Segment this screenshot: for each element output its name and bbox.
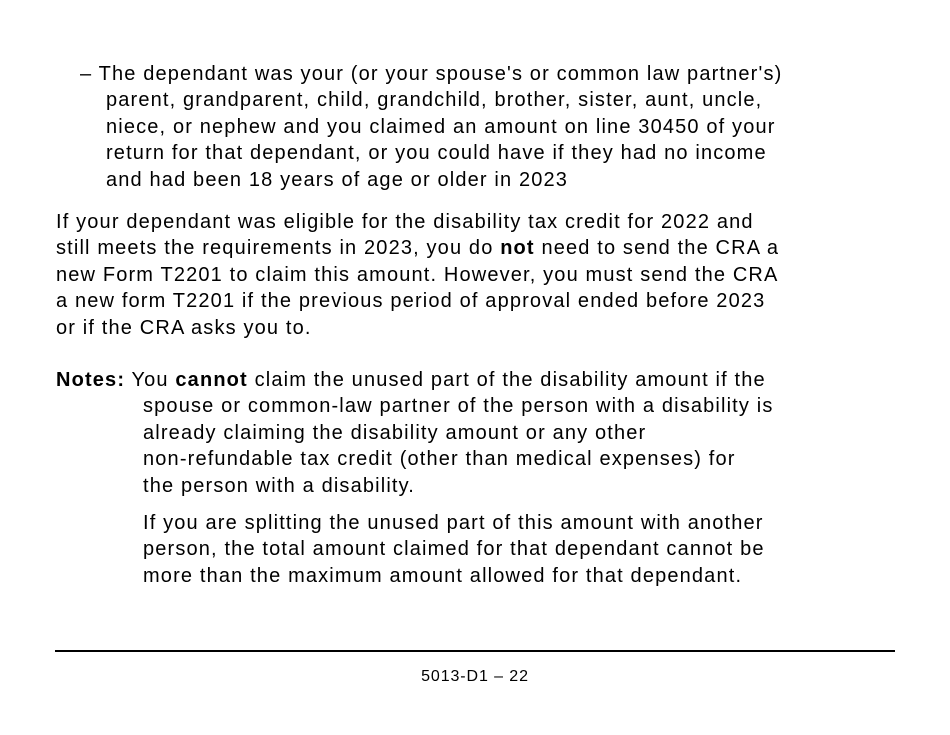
- notes-line: non-refundable tax credit (other than medical expenses) for: [143, 448, 736, 471]
- notes-text: You: [125, 369, 176, 391]
- notes-block: [56, 367, 774, 499]
- notes-first-line: [56, 367, 774, 393]
- notes-label: Notes:: [56, 369, 126, 391]
- paragraph-line: If your dependant was eligible for the disability tax credit for 2022 and: [56, 211, 754, 233]
- bullet-line: parent, grandparent, child, grandchild, brother, sister, aunt, uncle,: [106, 89, 763, 112]
- bullet-line: return for that dependant, or you could have if they had no income: [106, 142, 767, 165]
- notes-line: the person with a disability.: [143, 474, 415, 497]
- paragraph-line: a new form T2201 if the previous period of approval ended before 2023: [56, 290, 766, 313]
- notes-line: more than the maximum amount allowed for that dependant.: [143, 564, 743, 587]
- dependant-bullet-item: [80, 61, 782, 193]
- paragraph-line: new Form T2201 to claim this amount. However, you must send the CRA: [56, 263, 779, 286]
- page-number: 5013-D1 – 22: [421, 668, 529, 685]
- notes-bold-text: cannot: [175, 369, 248, 391]
- notes-line: spouse or common-law partner of the person with a disability is: [143, 395, 774, 418]
- notes-second-paragraph: [143, 510, 765, 589]
- paragraph-line: [56, 235, 779, 261]
- bullet-line: – The dependant was your (or your spouse's or common law partner's): [80, 63, 783, 85]
- bullet-line: and had been 18 years of age or older in 2023: [106, 168, 569, 191]
- bullet-line: niece, or nephew and you claimed an amount on line 30450 of your: [106, 115, 776, 138]
- notes-line: already claiming the disability amount or any other: [143, 421, 647, 444]
- notes-line: person, the total amount claimed for that dependant cannot be: [143, 538, 765, 561]
- paragraph-text: need to send the CRA a: [534, 237, 780, 260]
- notes-text: claim the unused part of the disability amount if the: [247, 369, 766, 391]
- paragraph-bold-text: not: [500, 237, 535, 260]
- footer-divider: [55, 650, 895, 652]
- t2201-paragraph: [56, 209, 779, 341]
- notes-line: If you are splitting the unused part of this amount with another: [143, 512, 764, 534]
- paragraph-line: or if the CRA asks you to.: [56, 316, 312, 339]
- paragraph-text: still meets the requirements in 2023, you do: [56, 237, 501, 260]
